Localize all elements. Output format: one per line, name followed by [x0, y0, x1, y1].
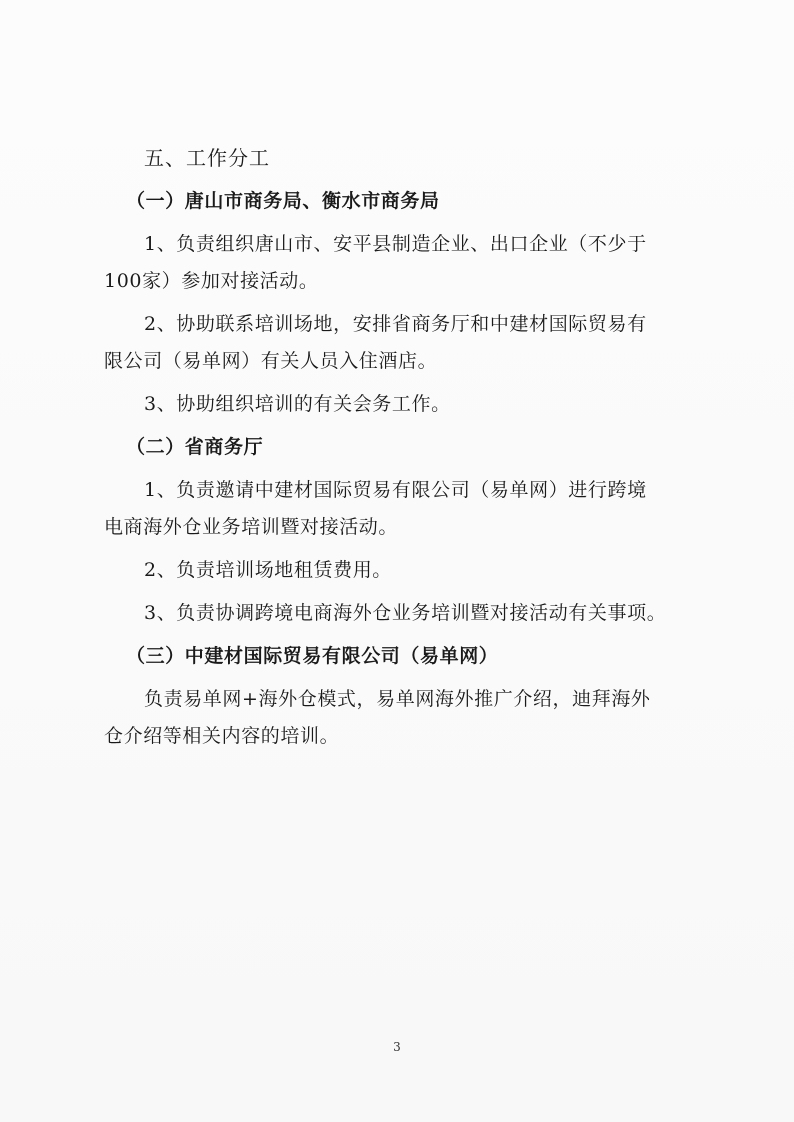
group2-item3: 3、负责协调跨境电商海外仓业务培训暨对接活动有关事项。 — [144, 602, 667, 624]
group1-item1-line1: 1、负责组织唐山市、安平县制造企业、出口企业（不少于 — [144, 233, 647, 255]
group2-heading: （二）省商务厅 — [126, 436, 264, 458]
group1-item2-line1: 2、协助联系培训场地，安排省商务厅和中建材国际贸易有 — [144, 313, 647, 335]
group2-item1-line1: 1、负责邀请中建材国际贸易有限公司（易单网）进行跨境 — [144, 479, 647, 501]
group3-para-line1: 负责易单网+海外仓模式，易单网海外推广介绍，迪拜海外 — [144, 688, 651, 710]
group1-item3: 3、协助组织培训的有关会务工作。 — [144, 393, 451, 415]
group1-item1-line2: 100家）参加对接活动。 — [104, 270, 319, 292]
page-number: 3 — [393, 1040, 401, 1054]
group1-heading: （一）唐山市商务局、衡水市商务局 — [126, 190, 440, 212]
group2-item2: 2、负责培训场地租赁费用。 — [144, 559, 392, 581]
document-body — [104, 140, 704, 755]
group2-item1-line2: 电商海外仓业务培训暨对接活动。 — [104, 516, 399, 538]
group3-heading: （三）中建材国际贸易有限公司（易单网） — [126, 645, 499, 667]
group1-item2-line2: 限公司（易单网）有关人员入住酒店。 — [104, 350, 438, 372]
group3-para-line2: 仓介绍等相关内容的培训。 — [104, 725, 340, 747]
section-title: 五、工作分工 — [144, 146, 270, 170]
